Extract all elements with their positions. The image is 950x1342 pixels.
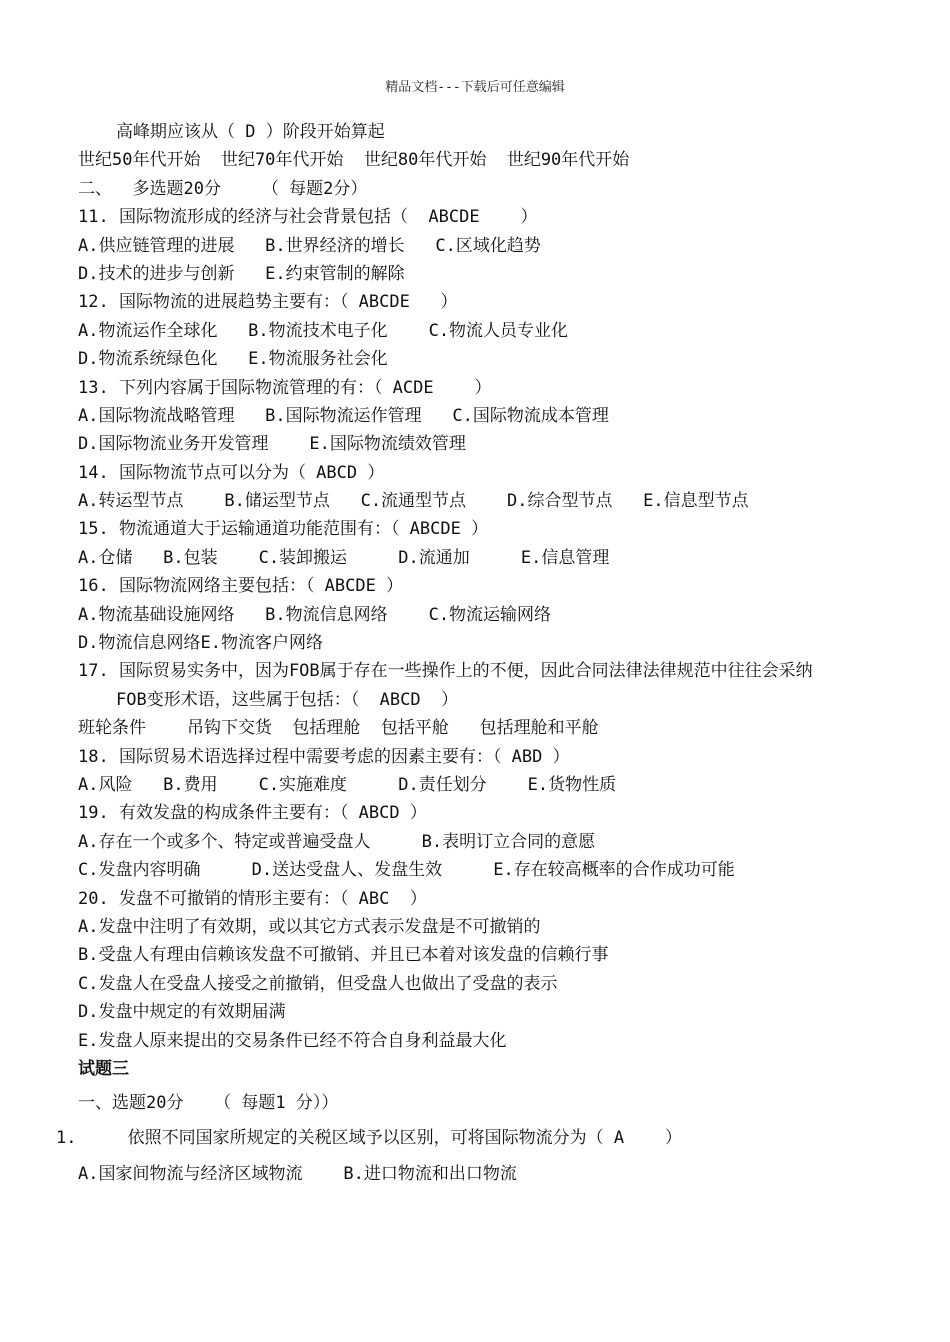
text-line: 世纪50年代开始 世纪70年代开始 世纪80年代开始 世纪90年代开始 — [78, 150, 630, 171]
text-line: 高峰期应该从（ D ）阶段开始算起 — [116, 122, 385, 142]
text-line: 17. 国际贸易实务中，因为FOB属于存在一些操作上的不便，因此合同法律法律规范中往往会采纳 — [78, 661, 813, 682]
text-line: D.国际物流业务开发管理 E.国际物流绩效管理 — [78, 434, 466, 455]
text-line: C.发盘内容明确 D.送达受盘人、发盘生效 E.存在较高概率的合作成功可能 — [78, 860, 735, 881]
text-line: 15. 物流通道大于运输通道功能范围有：（ ABCDE ） — [78, 519, 489, 540]
text-line: D.技术的进步与创新 E.约束管制的解除 — [78, 263, 405, 284]
text-line: 1. 依照不同国家所规定的关税区域予以区别，可将国际物流分为（ A ） — [56, 1127, 683, 1148]
text-line: 18. 国际贸易术语选择过程中需要考虑的因素主要有：（ ABD ） — [78, 746, 570, 767]
text-line: A.物流运作全球化 B.物流技术电子化 C.物流人员专业化 — [78, 320, 569, 341]
text-line: A.仓储 B.包装 C.装卸搬运 D.流通加 E.信息管理 — [78, 547, 610, 568]
text-line: A.物流基础设施网络 B.物流信息网络 C.物流运输网络 — [78, 604, 552, 625]
text-line: C.发盘人在受盘人接受之前撤销，但受盘人也做出了受盘的表示 — [78, 973, 558, 994]
text-line: 13. 下列内容属于国际物流管理的有：（ ACDE ） — [78, 377, 492, 398]
text-line: E.发盘人原来提出的交易条件已经不符合自身利益最大化 — [78, 1030, 507, 1051]
text-line: 试题三 — [78, 1058, 129, 1079]
text-line: A.存在一个或多个、特定或普遍受盘人 B.表明订立合同的意愿 — [78, 831, 596, 852]
text-line: 16. 国际物流网络主要包括：（ ABCDE ） — [78, 576, 404, 597]
text-line: A.国家间物流与经济区域物流 B.进口物流和出口物流 — [78, 1164, 517, 1185]
text-line: D.物流信息网络E.物流客户网络 — [78, 633, 323, 654]
text-line: A.转运型节点 B.储运型节点 C.流通型节点 D.综合型节点 E.信息型节点 — [78, 491, 749, 512]
text-line: 14. 国际物流节点可以分为（ ABCD ） — [78, 462, 385, 483]
text-line: A.风险 B.费用 C.实施难度 D.责任划分 E.货物性质 — [78, 774, 617, 795]
text-line: B.受盘人有理由信赖该发盘不可撤销、并且已本着对该发盘的信赖行事 — [78, 945, 609, 966]
text-line: A.供应链管理的进展 B.世界经济的增长 C.区域化趋势 — [78, 235, 541, 256]
text-line: 19. 有效发盘的构成条件主要有：（ ABCD ） — [78, 803, 427, 824]
text-line: D.发盘中规定的有效期届满 — [78, 1002, 286, 1023]
text-line: 11. 国际物流形成的经济与社会背景包括（ ABCDE ） — [78, 207, 538, 228]
text-line: 20. 发盘不可撤销的情形主要有：（ ABC ） — [78, 888, 427, 909]
text-line: 12. 国际物流的进展趋势主要有：（ ABCDE ） — [78, 292, 458, 313]
text-line: 一、选题20分 （ 每题1 分）） — [78, 1093, 339, 1114]
text-line: 班轮条件 吊钩下交货 包括理舱 包括平舱 包括理舱和平舱 — [78, 718, 599, 739]
text-line: A.国际物流战略管理 B.国际物流运作管理 C.国际物流成本管理 — [78, 405, 609, 426]
text-line: FOB变形术语，这些属于包括：（ ABCD ） — [116, 689, 459, 710]
text-line: 二、 多选题20分 （ 每题2分） — [78, 178, 368, 199]
page-header: 精品文档---下载后可任意编辑 — [385, 80, 565, 95]
document-body — [0, 118, 950, 1188]
text-line: D.物流系统绿色化 E.物流服务社会化 — [78, 349, 388, 370]
text-line: A.发盘中注明了有效期，或以其它方式表示发盘是不可撤销的 — [78, 916, 541, 937]
